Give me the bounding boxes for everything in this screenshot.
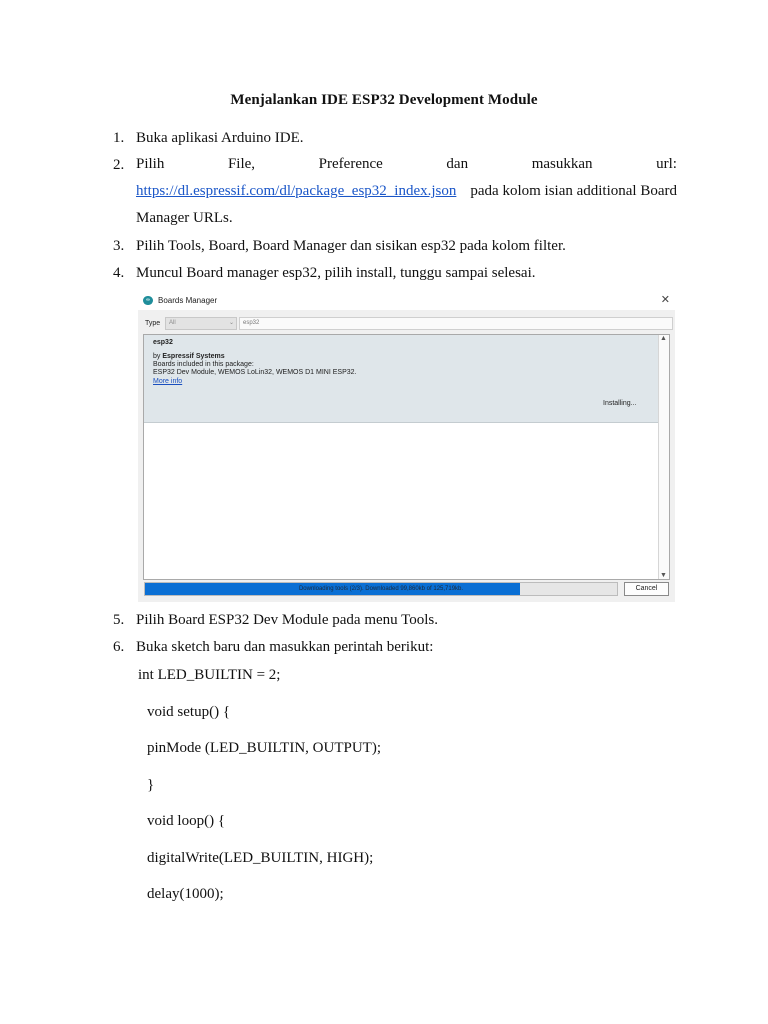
close-icon[interactable]: ✕ bbox=[660, 294, 670, 306]
filter-bar bbox=[138, 316, 675, 330]
step-text: Muncul Board manager esp32, pilih install, tunggu sampai selesai. bbox=[136, 265, 536, 281]
word: masukkan bbox=[531, 156, 593, 172]
step-2-line-3: Manager URLs. bbox=[136, 210, 233, 226]
package-url-link[interactable]: https://dl.espressif.com/dl/package_esp32_index.json bbox=[136, 183, 457, 199]
by-prefix: by bbox=[153, 353, 161, 360]
download-progress-bar bbox=[144, 582, 618, 596]
author-name: Espressif Systems bbox=[162, 353, 225, 360]
scrollbar[interactable] bbox=[658, 335, 669, 579]
code-line: } bbox=[147, 777, 155, 793]
page-title: Menjalankan IDE ESP32 Development Module bbox=[230, 92, 538, 108]
word: dan bbox=[446, 156, 469, 172]
type-label: Type bbox=[145, 320, 161, 327]
boards-included-label: Boards included in this package: bbox=[153, 361, 254, 368]
step-2-line-1 bbox=[136, 156, 677, 173]
status-bar bbox=[138, 582, 675, 602]
word: url: bbox=[656, 156, 677, 172]
install-status: Installing... bbox=[603, 400, 637, 407]
word: File, bbox=[227, 156, 256, 172]
step-number: 5. bbox=[113, 612, 125, 628]
search-input[interactable] bbox=[239, 317, 673, 330]
code-line: void setup() { bbox=[147, 704, 231, 720]
boards-manager-window bbox=[138, 290, 675, 602]
boards-list: ESP32 Dev Module, WEMOS LoLin32, WEMOS D1 MINI ESP32. bbox=[153, 369, 357, 376]
cancel-button[interactable]: Cancel bbox=[624, 582, 669, 596]
more-info-link[interactable]: More info bbox=[153, 378, 183, 385]
code-line: pinMode (LED_BUILTIN, OUTPUT); bbox=[147, 740, 382, 756]
code-line: delay(1000); bbox=[147, 886, 224, 902]
chevron-down-icon[interactable]: ▼ bbox=[660, 572, 667, 579]
window-titlebar bbox=[138, 290, 675, 310]
package-list bbox=[143, 334, 670, 580]
window-title: Boards Manager bbox=[158, 296, 218, 305]
code-line: digitalWrite(LED_BUILTIN, HIGH); bbox=[147, 850, 374, 866]
type-select[interactable] bbox=[165, 317, 237, 330]
step-number: 6. bbox=[113, 639, 125, 655]
package-name: esp32 bbox=[153, 339, 173, 346]
step-number: 4. bbox=[113, 265, 125, 281]
step-text: Buka aplikasi Arduino IDE. bbox=[136, 130, 304, 146]
list-item[interactable] bbox=[144, 335, 658, 423]
step-text: Pilih Board ESP32 Dev Module pada menu Tools. bbox=[136, 612, 438, 628]
step-number: 1. bbox=[113, 130, 125, 146]
package-author bbox=[153, 353, 225, 360]
word: Preference bbox=[318, 156, 383, 172]
chevron-up-icon[interactable]: ▲ bbox=[660, 335, 667, 342]
step-number: 2. bbox=[113, 157, 125, 173]
search-value: esp32 bbox=[243, 320, 260, 326]
word: Pilih bbox=[136, 156, 165, 172]
step-text: Buka sketch baru dan masukkan perintah berikut: bbox=[136, 639, 434, 655]
code-line: int LED_BUILTIN = 2; bbox=[138, 667, 281, 683]
code-line: void loop() { bbox=[147, 813, 226, 829]
step-text: Pilih Tools, Board, Board Manager dan sisikan esp32 pada kolom filter. bbox=[136, 238, 566, 254]
step-2-line-2 bbox=[136, 183, 677, 200]
progress-text: Downloading tools (2/3). Downloaded 99,860kb of 125,719kb. bbox=[298, 586, 464, 592]
step-text: pada kolom isian additional Board bbox=[470, 183, 677, 199]
chevron-down-icon: ⌄ bbox=[228, 320, 234, 326]
arduino-logo-icon: ∞ bbox=[143, 296, 153, 305]
step-number: 3. bbox=[113, 238, 125, 254]
type-select-value: All bbox=[169, 320, 176, 326]
